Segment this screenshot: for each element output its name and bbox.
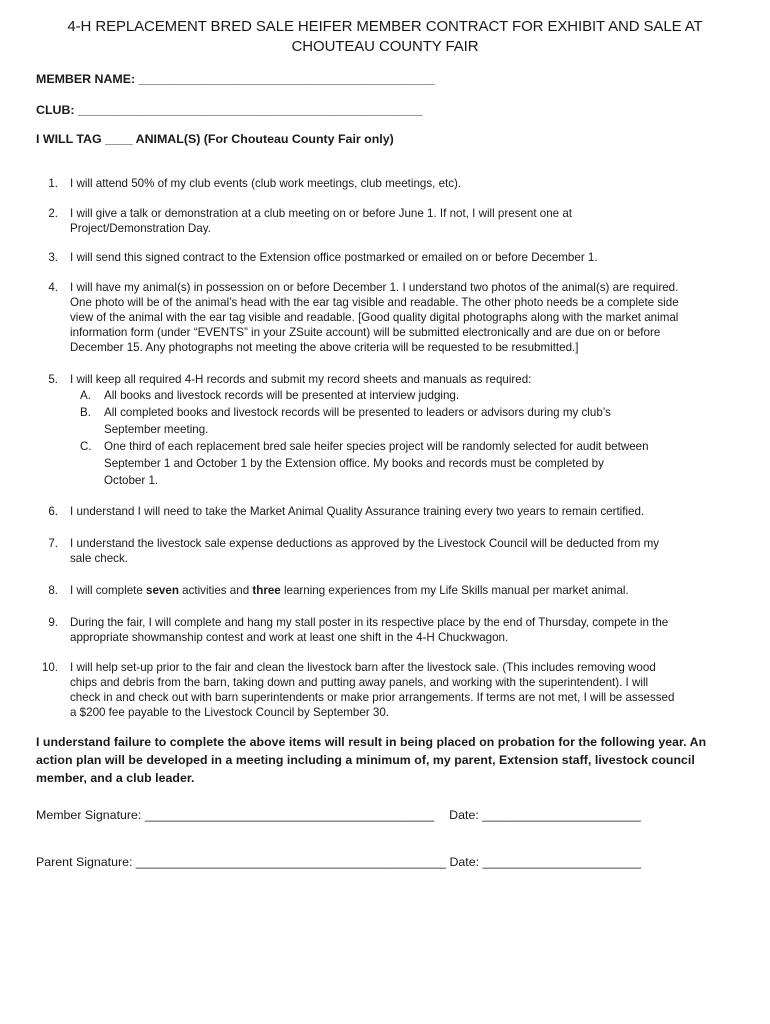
list-item: [36, 504, 736, 519]
item-number: 2.: [48, 207, 58, 220]
item-number: 6.: [48, 505, 58, 518]
sub-item-text: [104, 438, 736, 489]
sub-item-text: All books and livestock records will be presented at interview judging.: [104, 389, 460, 402]
list-item: [36, 583, 736, 598]
item-text-line: Project/Demonstration Day.: [70, 222, 211, 235]
item-text-line: appropriate showmanship contest and work at least one shift in the 4-H Chuckwagon.: [70, 631, 509, 644]
club-line: [36, 103, 423, 118]
sub-item-text-line: September meeting.: [104, 423, 209, 436]
sub-item-letter: C.: [80, 440, 92, 453]
list-item: [36, 372, 736, 489]
item-text: I will keep all required 4-H records and submit my record sheets and manuals as required:: [70, 373, 532, 386]
sub-item-letter: B.: [80, 406, 91, 419]
list-item: [36, 615, 736, 645]
item-number: 3.: [48, 251, 58, 264]
list-item: [36, 250, 736, 265]
title-line-1: 4-H REPLACEMENT BRED SALE HEIFER MEMBER CONTRACT FOR EXHIBIT AND SALE AT: [67, 18, 703, 35]
list-item: [36, 176, 736, 191]
item-text: I will attend 50% of my club events (club work meetings, club meetings, etc).: [70, 177, 462, 190]
parent-date-field[interactable]: _______________________: [482, 855, 642, 869]
item-text-line: One photo will be of the animal’s head with the ear tag visible and readable. The other photo needs be a complete side: [70, 296, 679, 309]
sub-item-text-line: October 1.: [104, 474, 159, 487]
item-text: [70, 536, 736, 566]
item-text: I will send this signed contract to the Extension office postmarked or emailed on or before December 1.: [70, 251, 598, 264]
tag-prefix: I WILL TAG: [36, 132, 102, 146]
item-text-emphasis: seven: [146, 584, 179, 597]
item-text-part: activities and: [178, 584, 253, 597]
item-text-line: I will help set-up prior to the fair and clean the livestock barn after the livestock sale. (This includes removing wood: [70, 661, 656, 674]
sub-item-text-line: One third of each replacement bred sale heifer species project will be randomly selected for audit between: [104, 440, 649, 453]
item-text-line: I understand the livestock sale expense deductions as approved by the Livestock Council will be deducted from my: [70, 537, 660, 550]
sub-list-item: [70, 438, 736, 489]
item-text-part: I will complete: [70, 584, 147, 597]
item-text-line: sale check.: [70, 552, 128, 565]
warning-line: action plan will be developed in a meeting including a minimum of, my parent, Extension staff, livestock council: [36, 753, 695, 767]
item-number: 4.: [48, 281, 58, 294]
parent-date-label: Date:: [449, 855, 480, 869]
item-text-line: During the fair, I will complete and hang my stall poster in its respective place by the end of Thursday, compete in the: [70, 616, 669, 629]
member-name-label: MEMBER NAME:: [36, 72, 136, 86]
list-item: [36, 536, 736, 566]
sub-item-text-line: September 1 and October 1 by the Extension office. My books and records must be completed by: [104, 457, 604, 470]
member-signature-label: Member Signature:: [36, 808, 142, 822]
sub-item-letter: A.: [80, 389, 91, 402]
sub-list-item: [70, 404, 736, 438]
item-text-line: I will have my animal(s) in possession on or before December 1. I understand two photos of the animal(s) are required.: [70, 281, 679, 294]
item-text-line: December 15. Any photographs not meeting the above criteria will be requested to be resubmitted.]: [70, 341, 579, 354]
list-item: [36, 280, 736, 355]
list-item: [36, 660, 736, 720]
document-title: [30, 17, 740, 57]
sub-list-item: [70, 387, 736, 404]
member-date-label: Date:: [449, 808, 479, 822]
probation-warning: [36, 733, 726, 787]
sub-item-text-line: All completed books and livestock records will be presented to leaders or advisors during my club’s: [104, 406, 611, 419]
item-text: [70, 206, 736, 236]
tag-line: [36, 132, 394, 147]
member-name-field[interactable]: ___________________________________________: [138, 72, 435, 86]
sub-item-text: [104, 404, 736, 438]
item-number: 7.: [48, 537, 58, 550]
item-number: 10.: [41, 661, 58, 674]
title-line-2: CHOUTEAU COUNTY FAIR: [291, 38, 479, 55]
item-number: 5.: [48, 373, 58, 386]
warning-line: member, and a club leader.: [36, 771, 195, 785]
item-number: 9.: [48, 616, 58, 629]
member-signature-line: [36, 808, 641, 823]
item-text-line: view of the animal with the ear tag visible and readable. [Good quality digital photographs along with the market animal: [70, 311, 679, 324]
tag-suffix: ANIMAL(S) (For Chouteau County Fair only): [135, 132, 394, 146]
item-text: [70, 660, 736, 720]
item-text-part: learning experiences from my Life Skills manual per market animal.: [280, 584, 629, 597]
item-text-line: information form (under “EVENTS” in your ZSuite account) will be submitted electronically and are due on or before: [70, 326, 661, 339]
item-number: 1.: [48, 177, 58, 190]
item-number: 8.: [48, 584, 58, 597]
member-name-line: [36, 72, 435, 87]
parent-signature-field[interactable]: _____________________________________________: [135, 855, 446, 869]
item-text: [70, 280, 736, 355]
item-text-line: check in and check out with barn superintendents or make prior arrangements. If terms are not met, I will be assessed: [70, 691, 675, 704]
club-field[interactable]: __________________________________________________: [78, 103, 423, 117]
item-text: [70, 583, 736, 598]
club-label: CLUB:: [36, 103, 75, 117]
item-text-line: a $200 fee payable to the Livestock Council by September 30.: [70, 706, 390, 719]
item-text: I understand I will need to take the Market Animal Quality Assurance training every two years to remain certified.: [70, 505, 645, 518]
item-text-line: I will give a talk or demonstration at a club meeting on or before June 1. If not, I will present one at: [70, 207, 573, 220]
member-signature-field[interactable]: __________________________________________: [144, 808, 435, 822]
member-date-field[interactable]: _______________________: [482, 808, 641, 822]
item-text: [70, 615, 736, 645]
parent-signature-line: [36, 855, 641, 870]
item-text-emphasis: three: [252, 584, 281, 597]
tag-count-field[interactable]: ____: [105, 132, 133, 146]
warning-line: I understand failure to complete the above items will result in being placed on probation for the following year. An: [36, 735, 707, 749]
list-item: [36, 206, 736, 236]
parent-signature-label: Parent Signature:: [36, 855, 133, 869]
item-text-line: chips and debris from the barn, taking down and putting away panels, and working with the superintendent). I will: [70, 676, 649, 689]
